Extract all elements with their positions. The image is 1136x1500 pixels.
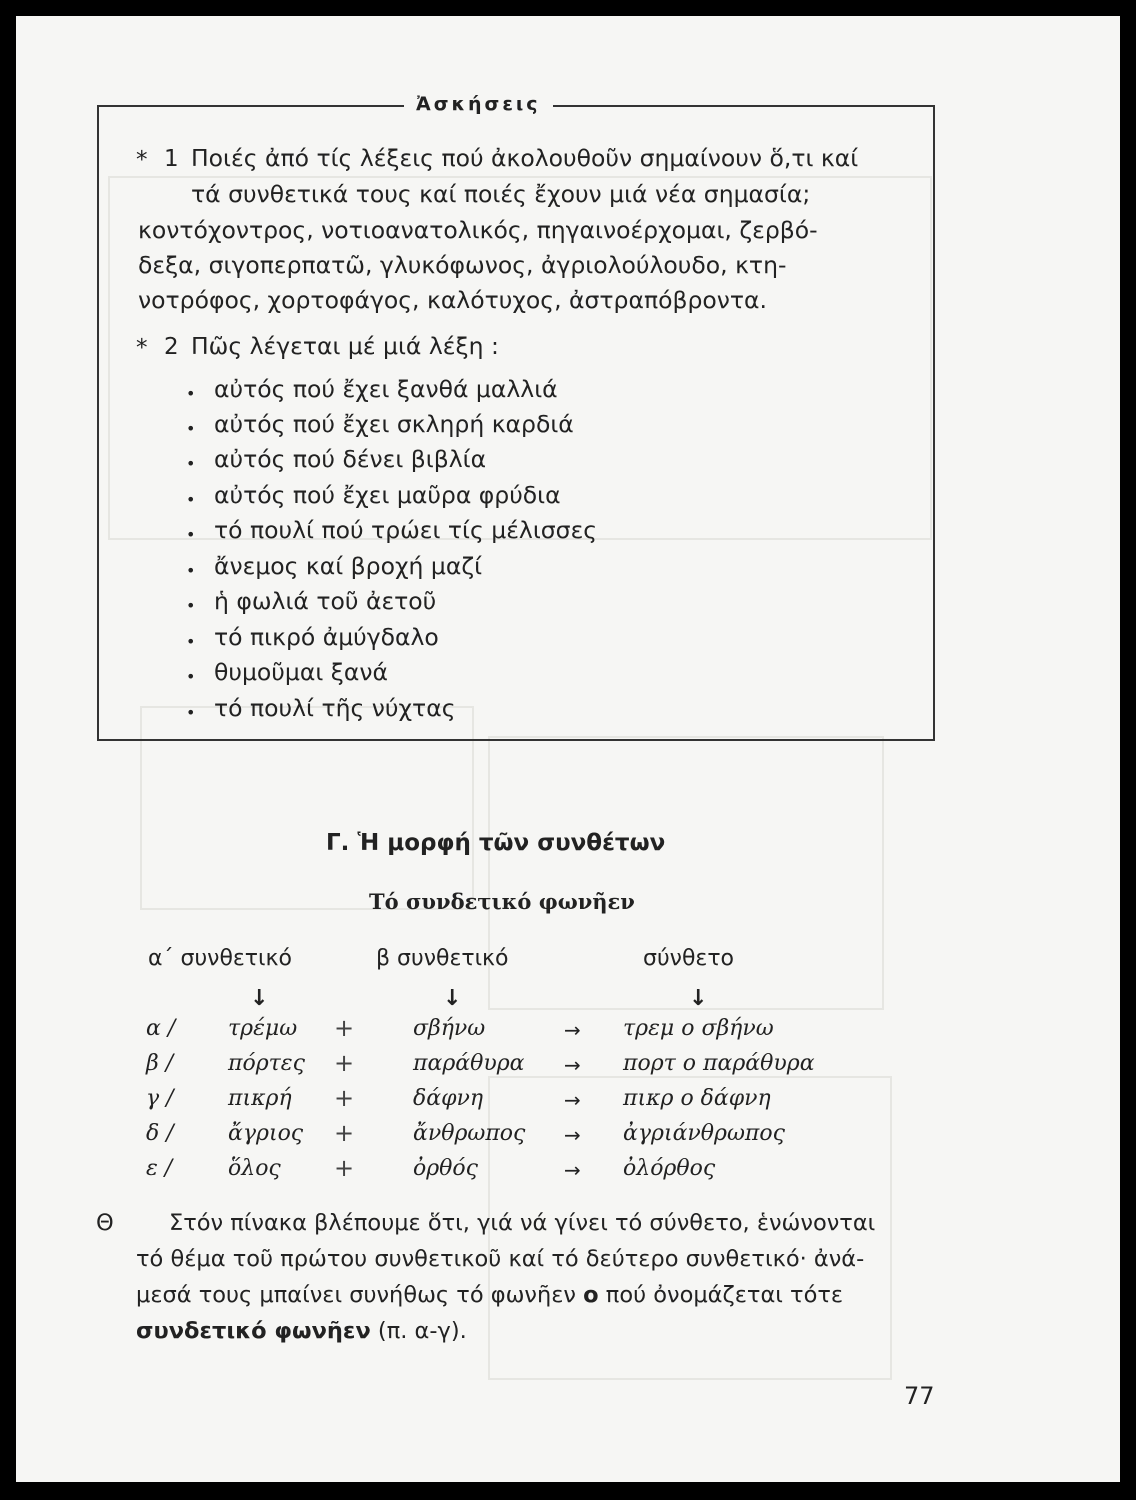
- bullet: •: [186, 525, 196, 544]
- q2-item: ἄνεμος καί βροχή μαζί: [214, 552, 483, 580]
- table-second-component: ἄνθρωπος: [413, 1121, 526, 1146]
- q2-item: τό πουλί πού τρώει τίς μέλισσες: [214, 516, 598, 544]
- table-first-component: τρέμω: [228, 1016, 298, 1041]
- note-line-3-start: μεσά τους μπαίνει συνήθως τό φωνῆεν: [136, 1282, 584, 1308]
- q2-item: αὐτός πού ἔχει μαῦρα φρύδια: [214, 481, 561, 509]
- q2-item: ἡ φωλιά τοῦ ἀετοῦ: [214, 587, 437, 615]
- arrow-down-icon: ↓: [689, 986, 708, 1011]
- connecting-vowel: ο: [583, 1282, 599, 1308]
- bullet: •: [186, 454, 196, 473]
- arrow-right-icon: →: [564, 1158, 581, 1182]
- q2-number: 2: [164, 334, 179, 360]
- page-number: 77: [904, 1382, 935, 1410]
- table-row-label: γ /: [146, 1086, 174, 1111]
- note-line-1: Στόν πίνακα βλέπουμε ὅτι, γιά νά γίνει τό σύνθετο, ἑνώνονται: [169, 1210, 876, 1236]
- table-row-label: β /: [146, 1051, 174, 1076]
- table-compound-result: τρεμ ο σβήνω: [623, 1016, 774, 1041]
- note-line-3: [136, 1282, 843, 1308]
- exercises-title: Ἀσκήσεις: [404, 93, 553, 115]
- arrow-down-icon: ↓: [250, 986, 269, 1011]
- arrow-right-icon: →: [564, 1018, 581, 1042]
- q1-line-5: νοτρόφος, χορτοφάγος, καλότυχος, ἀστραπόβροντα.: [138, 286, 768, 314]
- arrow-right-icon: →: [564, 1088, 581, 1112]
- bullet: •: [186, 384, 196, 403]
- table-row-label: ε /: [146, 1156, 173, 1181]
- table-first-component: ὅλος: [228, 1156, 281, 1181]
- section-heading: Γ. Ἡ μορφή τῶν συνθέτων: [326, 830, 666, 856]
- table-compound-result: ὀλόρθος: [623, 1156, 716, 1181]
- q2-item: αὐτός πού δένει βιβλία: [214, 445, 487, 473]
- column-header-first: α΄ συνθετικό: [148, 946, 292, 971]
- plus-sign: +: [334, 1119, 355, 1147]
- table-first-component: πικρή: [228, 1086, 292, 1111]
- book-page: [16, 16, 1120, 1482]
- section-subheading: Τό συνδετικό φωνῆεν: [369, 889, 635, 914]
- table-first-component: πόρτες: [228, 1051, 305, 1076]
- table-compound-result: πορτ ο παράθυρα: [623, 1051, 815, 1076]
- bullet: •: [186, 561, 196, 580]
- column-header-second: β συνθετικό: [376, 946, 509, 971]
- plus-sign: +: [334, 1049, 355, 1077]
- arrow-down-icon: ↓: [443, 986, 462, 1011]
- q2-item: θυμοῦμαι ξανά: [214, 658, 388, 686]
- plus-sign: +: [334, 1084, 355, 1112]
- arrow-right-icon: →: [564, 1123, 581, 1147]
- q1-line-3: κοντόχοντρος, νοτιοανατολικός, πηγαινοέρχομαι, ζερβό-: [138, 216, 818, 244]
- q2-item: τό πικρό ἀμύγδαλο: [214, 623, 439, 651]
- table-second-component: παράθυρα: [413, 1051, 525, 1076]
- table-compound-result: ἀγριάνθρωπος: [623, 1121, 785, 1146]
- term-connecting-vowel: συνδετικό φωνῆεν: [136, 1318, 371, 1344]
- q1-line-2: τά συνθετικά τους καί ποιές ἔχουν μιά νέα σημασία;: [191, 180, 811, 208]
- table-row-label: α /: [146, 1016, 176, 1041]
- note-line-3-end: πού ὀνομάζεται τότε: [598, 1282, 844, 1308]
- column-header-result: σύνθετο: [643, 946, 735, 971]
- note-line-2: τό θέμα τοῦ πρώτου συνθετικοῦ καί τό δεύτερο συνθετικό· ἀνά-: [136, 1246, 865, 1272]
- q1-number: 1: [164, 146, 179, 172]
- table-second-component: δάφνη: [413, 1086, 484, 1111]
- plus-sign: +: [334, 1154, 355, 1182]
- q2-item: αὐτός πού ἔχει σκληρή καρδιά: [214, 410, 574, 438]
- q1-line-4: δεξα, σιγοπερπατῶ, γλυκόφωνος, ἀγριολούλουδο, κτη-: [138, 251, 787, 279]
- table-first-component: ἄγριος: [228, 1121, 304, 1146]
- q2-star: *: [136, 335, 148, 361]
- q2-item: τό πουλί τῆς νύχτας: [214, 694, 456, 722]
- bullet: •: [186, 703, 196, 722]
- arrow-right-icon: →: [564, 1053, 581, 1077]
- bullet: •: [186, 632, 196, 651]
- q1-star: *: [136, 147, 148, 173]
- bullet: •: [186, 419, 196, 438]
- table-second-component: ὀρθός: [413, 1156, 478, 1181]
- bullet: •: [186, 596, 196, 615]
- note-symbol: Θ: [96, 1210, 114, 1236]
- table-row-label: δ /: [146, 1121, 174, 1146]
- table-second-component: σβήνω: [413, 1016, 486, 1041]
- q2-item: αὐτός πού ἔχει ξανθά μαλλιά: [214, 375, 558, 403]
- table-compound-result: πικρ ο δάφνη: [623, 1086, 771, 1111]
- q1-line-1: Ποιές ἀπό τίς λέξεις πού ἀκολουθοῦν σημαίνουν ὅ,τι καί: [191, 144, 859, 172]
- note-line-4: [136, 1318, 467, 1344]
- q2-prompt: Πῶς λέγεται μέ μιά λέξη :: [191, 332, 499, 360]
- note-line-4-end: (π. α-γ).: [370, 1318, 467, 1344]
- bullet: •: [186, 667, 196, 686]
- plus-sign: +: [334, 1014, 355, 1042]
- bullet: •: [186, 490, 196, 509]
